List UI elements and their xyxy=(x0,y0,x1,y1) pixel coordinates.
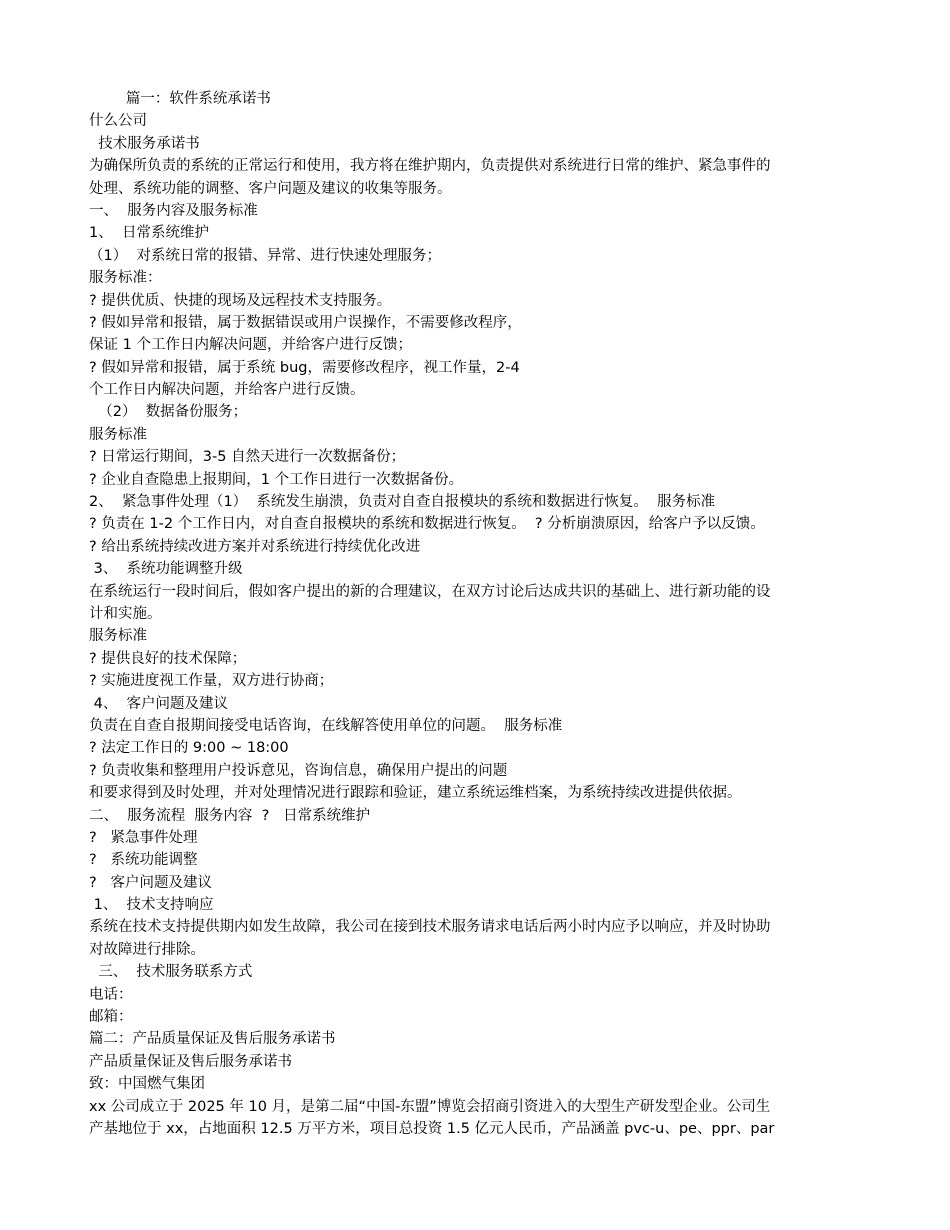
subsection-heading: 2、 紧急事件处理（1） 系统发生崩溃，负责对自查自报模块的系统和数据进行恢复。 服务标准 xyxy=(89,494,716,511)
section-heading: 一、 服务内容及服务标准 xyxy=(89,202,258,219)
document-title: 产品质量保证及售后服务承诺书 xyxy=(89,1053,292,1070)
text-line: 和要求得到及时处理，并对处理情况进行跟踪和验证，建立系统运维档案，为系统持续改进提供依据。 xyxy=(89,785,742,802)
text-line: 在系统运行一段时间后，假如客户提出的新的合理建议，在双方讨论后达成共识的基础上、进行新功能的设 xyxy=(89,583,771,600)
email-label: 邮箱： xyxy=(89,1009,133,1026)
bullet-line: ? 日常运行期间，3-5 自然天进行一次数据备份； xyxy=(89,449,406,466)
heading-part-two: 篇二：产品质量保证及售后服务承诺书 xyxy=(89,1031,336,1048)
bullet-line: ? 负责在 1-2 个工作日内，对自查自报模块的系统和数据进行恢复。 ? 分析崩溃原因，给客户予以反馈。 xyxy=(89,516,765,533)
intro-paragraph-line: 处理、系统功能的调整、客户问题及建议的收集等服务。 xyxy=(89,180,452,197)
bullet-line: ? 提供优质、快捷的现场及远程技术支持服务。 xyxy=(89,292,392,309)
subsection-heading: 3、 系统功能调整升级 xyxy=(89,561,243,578)
subsection-heading: 1、 技术支持响应 xyxy=(89,897,214,914)
recipient-line: 致：中国燃气集团 xyxy=(89,1076,205,1093)
bullet-line: ? 提供良好的技术保障； xyxy=(89,650,247,667)
bullet-line: ? 给出系统持续改进方案并对系统进行持续优化改进 xyxy=(89,538,421,555)
phone-label: 电话： xyxy=(89,986,133,1003)
company-name: 什么公司 xyxy=(89,113,147,130)
heading-part-one: 篇一：软件系统承诺书 xyxy=(89,91,271,107)
text-line: 服务标准： xyxy=(89,270,162,287)
text-line: 系统在技术支持提供期内如发生故障，我公司在接到技术服务请求电话后两小时内应予以响应，并及时协助 xyxy=(89,919,771,936)
subsection-heading: 1、 日常系统维护 xyxy=(89,225,209,242)
bullet-line: ? 紧急事件处理 xyxy=(89,829,198,846)
text-line: 服务标准 xyxy=(89,426,147,443)
bullet-line: ? 实施进度视工作量，双方进行协商； xyxy=(89,673,334,690)
bullet-line: ? 法定工作日的 9:00 ~ 18:00 xyxy=(89,740,289,757)
text-line: 保证 1 个工作日内解决问题，并给客户进行反馈； xyxy=(89,337,412,354)
text-line: 计和实施。 xyxy=(89,605,162,622)
section-heading: 二、 服务流程 服务内容 ? 日常系统维护 xyxy=(89,807,371,824)
text-line: xx 公司成立于 2025 年 10 月，是第二届“中国-东盟”博览会招商引资进入的大型生产研发型企业。公司生 xyxy=(89,1098,771,1115)
bullet-line: ? 系统功能调整 xyxy=(89,852,198,869)
bullet-line: ? 企业自查隐患上报期间，1 个工作日进行一次数据备份。 xyxy=(89,471,464,488)
intro-paragraph-line: 为确保所负责的系统的正常运行和使用，我方将在维护期内，负责提供对系统进行日常的维护、紧急事件的 xyxy=(89,158,771,175)
text-line: 对故障进行排除。 xyxy=(89,941,205,958)
document-title: 技术服务承诺书 xyxy=(89,135,200,152)
bullet-line: ? 假如异常和报错，属于系统 bug，需要修改程序，视工作量，2-4 xyxy=(89,359,520,376)
document-body xyxy=(89,88,869,1140)
text-line: 服务标准 xyxy=(89,628,147,645)
bullet-line: ? 负责收集和整理用户投诉意见，咨询信息，确保用户提出的问题 xyxy=(89,762,508,779)
text-line: 产基地位于 xx，占地面积 12.5 万平方米，项目总投资 1.5 亿元人民币，产品涵盖 pvc-u、pe、ppr、par xyxy=(89,1120,775,1137)
text-line: （1） 对系统日常的报错、异常、进行快速处理服务； xyxy=(89,247,441,264)
bullet-line: ? 假如异常和报错，属于数据错误或用户误操作，不需要修改程序， xyxy=(89,314,522,331)
subsection-heading: 4、 客户问题及建议 xyxy=(89,695,229,712)
text-line: 负责在自查自报期间接受电话咨询，在线解答使用单位的问题。 服务标准 xyxy=(89,717,563,734)
section-heading: 三、 技术服务联系方式 xyxy=(89,964,253,981)
text-line: （2） 数据备份服务； xyxy=(89,404,248,421)
bullet-line: ? 客户问题及建议 xyxy=(89,874,213,891)
text-line: 个工作日内解决问题，并给客户进行反馈。 xyxy=(89,382,365,399)
